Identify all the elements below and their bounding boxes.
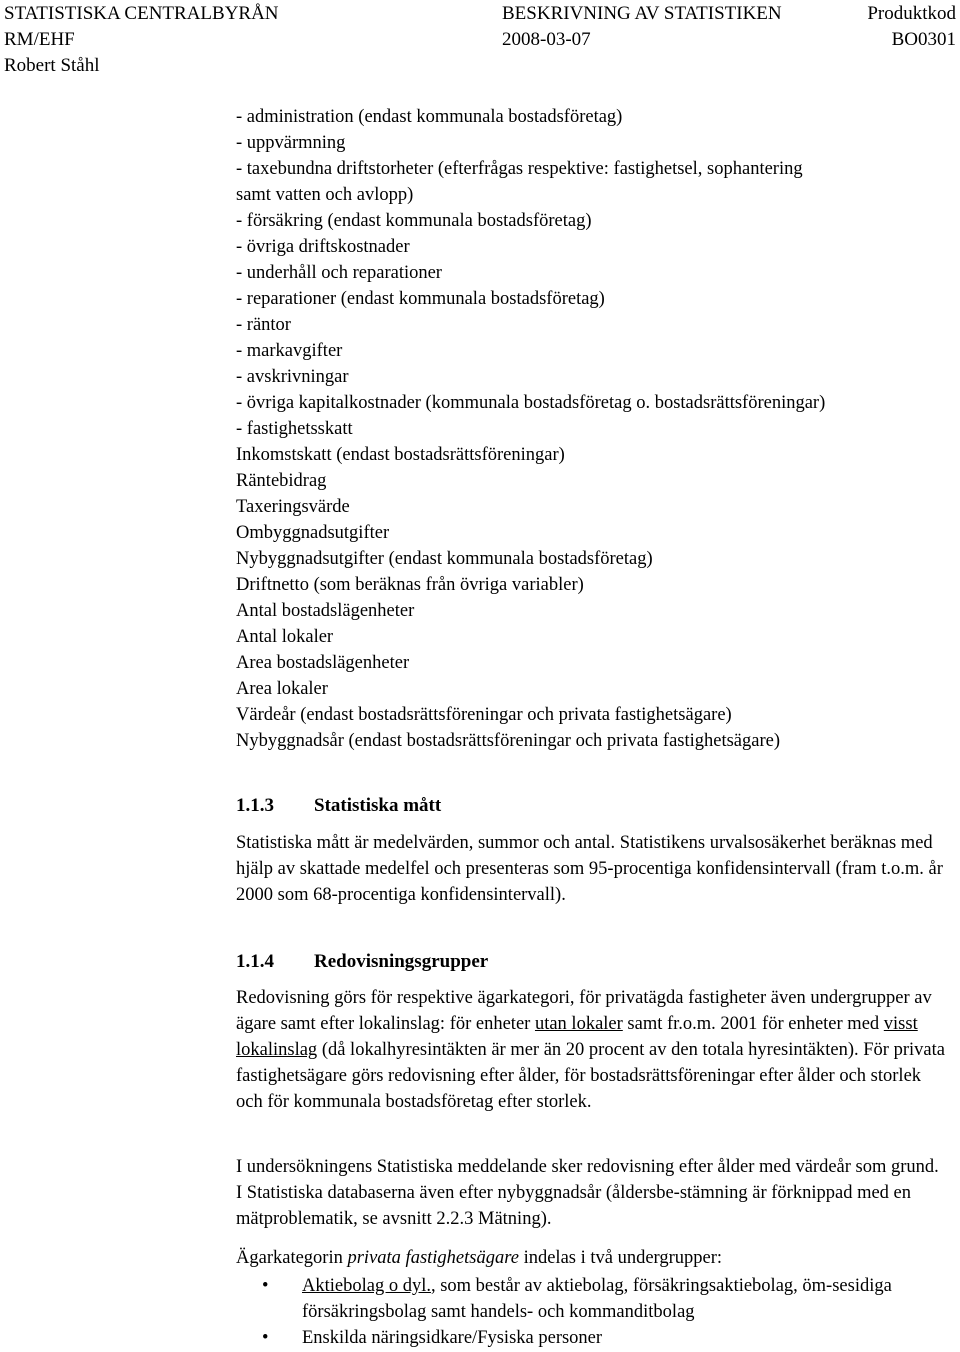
bullet-item — [236, 1325, 948, 1351]
section-title: Statistiska mått — [314, 795, 442, 816]
bullet-item — [236, 1273, 948, 1325]
underlined-term-utan-lokaler: utan lokaler — [534, 1014, 623, 1034]
underlined-term-visst-lokalinslag: visst lokalinslag — [236, 1014, 918, 1060]
variable-item: - övriga kapitalkostnader (kommunala bostadsföretag o. bostadsrättsföreningar) — [236, 393, 826, 413]
variable-item: Värdeår (endast bostadsrättsföreningar och privata fastighetsägare) — [236, 705, 732, 725]
bullet-list — [236, 1273, 948, 1351]
text-run: samt fr.o.m. 2001 för enheter med — [622, 1014, 884, 1034]
variable-item: Antal bostadslägenheter — [236, 601, 415, 621]
section-heading-statistiska-matt — [236, 795, 441, 817]
variable-item: - underhåll och reparationer — [236, 263, 442, 283]
paragraph-redovisning-1 — [236, 985, 948, 1115]
header-row-2 — [0, 29, 960, 55]
header-org: STATISTISKA CENTRALBYRÅN — [4, 3, 279, 24]
header-product-code: BO0301 — [891, 29, 956, 50]
paragraph-redovisning-2: I undersökningens Statistiska meddelande sker redovisning efter ålder med värdeår som grund. I Statistiska databaserna även efter nybyggnadsår (åldersbe-stämning är förknippad med en mätproblematik, se avsnitt 2.2.3 Mätning). — [236, 1157, 939, 1229]
header-doc-type: BESKRIVNING AV STATISTIKEN — [502, 3, 782, 24]
paragraph-statistiska-matt: Statistiska mått är medelvärden, summor och antal. Statistikens urvalsosäkerhet beräknas med hjälp av skattade medelfel och presenteras som 95-procentiga konfidensintervall (fram t.o.m. år 2000 som 68-procentiga konfidensintervall). — [236, 833, 943, 905]
variable-item: - avskrivningar — [236, 367, 349, 387]
variable-item: - övriga driftskostnader — [236, 237, 410, 257]
variable-item: Area bostadslägenheter — [236, 653, 410, 673]
variable-item: - reparationer (endast kommunala bostadsföretag) — [236, 289, 605, 309]
variable-item: Driftnetto (som beräknas från övriga variabler) — [236, 575, 584, 595]
text-run: indelas i två undergrupper: — [518, 1248, 723, 1268]
variable-item: - fastighetsskatt — [236, 419, 353, 439]
text-run: Redovisning görs för respektive ägarkategori, för privatägda fastigheter även undergrupper av ägare samt efter lokalinslag: för enheter — [236, 988, 932, 1034]
section-number: 1.1.3 — [236, 795, 274, 816]
header-author: Robert Ståhl — [4, 55, 100, 76]
variable-item: - administration (endast kommunala bostadsföretag) — [236, 107, 623, 127]
variable-item: - försäkring (endast kommunala bostadsföretag) — [236, 211, 592, 231]
variable-item: Ombyggnadsutgifter — [236, 523, 390, 543]
bullet-dot-icon: • — [262, 1276, 269, 1296]
variable-item: - taxebundna driftstorheter (efterfrågas respektive: fastighetsel, sophantering — [236, 159, 803, 179]
bullet-underlined-term: Aktiebolag o dyl. — [302, 1276, 431, 1296]
bullet-dot-icon: • — [262, 1328, 269, 1348]
variable-item: - uppvärmning — [236, 133, 346, 153]
section-number: 1.1.4 — [236, 951, 274, 972]
variable-item: Inkomstskatt (endast bostadsrättsföreningar) — [236, 445, 565, 465]
text-run: Ägarkategorin — [236, 1248, 348, 1268]
variable-list — [236, 104, 956, 754]
variable-item: Antal lokaler — [236, 627, 334, 647]
header-date: 2008-03-07 — [502, 29, 591, 50]
section-title: Redovisningsgrupper — [314, 951, 489, 972]
header-product-code-label: Produktkod — [867, 3, 956, 24]
paragraph-agarkategori — [236, 1245, 948, 1271]
variable-item: samt vatten och avlopp) — [236, 185, 414, 205]
bullet-text: Enskilda näringsidkare/Fysiska personer — [302, 1328, 603, 1348]
variable-item: - markavgifter — [236, 341, 343, 361]
variable-item: Räntebidrag — [236, 471, 327, 491]
header-dept: RM/EHF — [4, 29, 75, 50]
variable-item: Nybyggnadsår (endast bostadsrättsföreningar och privata fastighetsägare) — [236, 731, 781, 751]
variable-item: Area lokaler — [236, 679, 328, 699]
variable-item: Taxeringsvärde — [236, 497, 350, 517]
bullet-text: , som består av aktiebolag, försäkringsaktiebolag, öm-sesidiga försäkringsbolag samt handels- och kommanditbolag — [302, 1276, 892, 1322]
header-row-3 — [0, 55, 960, 81]
section-heading-redovisningsgrupper — [236, 951, 488, 973]
variable-item: Nybyggnadsutgifter (endast kommunala bostadsföretag) — [236, 549, 653, 569]
header-row-1 — [0, 3, 960, 29]
italic-term: privata fastighetsägare — [347, 1248, 519, 1268]
text-run: (då lokalhyresintäkten är mer än 20 procent av den totala hyresintäkten). För privata fastighetsägare görs redovisning efter ålder, för bostadsrättsföreningar efter ålder och storlek och för kommunala bostadsföretag efter storlek. — [236, 1040, 945, 1112]
variable-item: - räntor — [236, 315, 291, 335]
